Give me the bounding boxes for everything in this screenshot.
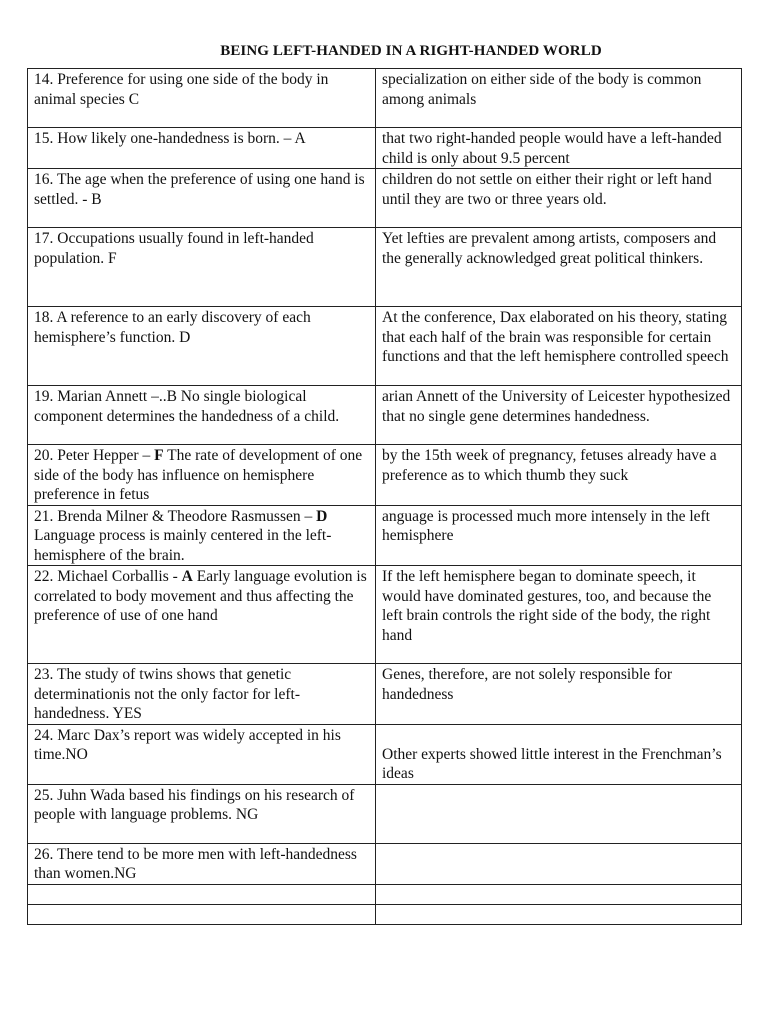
document-title: BEING LEFT-HANDED IN A RIGHT-HANDED WORLD: [220, 43, 602, 59]
question-text: Early language evolution is correlated to body movement and thus affecting the preference of use of one hand: [34, 568, 367, 624]
answer-cell: that two right-handed people would have a left-handed child is only about 9.5 percent: [376, 128, 742, 169]
answer-cell: If the left hemisphere began to dominate speech, it would have dominated gestures, too, and because the left brain controls the right side of the body, the right hand: [376, 566, 742, 664]
table-row: [28, 128, 742, 169]
table-row: [28, 169, 742, 228]
question-cell: 16. The age when the preference of using one hand is settled. - B: [28, 169, 376, 228]
empty-cell: [28, 904, 376, 924]
empty-cell: [28, 884, 376, 904]
table-row: [28, 307, 742, 386]
table-row: [28, 664, 742, 725]
answer-cell: arian Annett of the University of Leicester hypothesized that no single gene determines handedness.: [376, 386, 742, 445]
empty-row: [28, 884, 742, 904]
table-row: [28, 386, 742, 445]
question-cell: 18. A reference to an early discovery of each hemisphere’s function. D: [28, 307, 376, 386]
question-cell: 19. Marian Annett –..B No single biological component determines the handedness of a child.: [28, 386, 376, 445]
empty-row: [28, 904, 742, 924]
answer-cell: by the 15th week of pregnancy, fetuses already have a preference as to which thumb they suck: [376, 445, 742, 506]
answer-cell: anguage is processed much more intensely in the left hemisphere: [376, 505, 742, 566]
table-row: [28, 445, 742, 506]
question-text: 20. Peter Hepper –: [34, 447, 155, 464]
table-row: [28, 843, 742, 884]
question-cell: [28, 505, 376, 566]
question-text: 22. Michael Corballis -: [34, 568, 182, 585]
table-row: [28, 228, 742, 307]
question-cell: 17. Occupations usually found in left-handed population. F: [28, 228, 376, 307]
answer-letter: D: [316, 507, 328, 525]
table-row: [28, 724, 742, 784]
question-answer-table: [27, 68, 742, 925]
answer-cell: [376, 784, 742, 843]
question-cell: 26. There tend to be more men with left-handedness than women.NG: [28, 843, 376, 884]
answer-cell: Genes, therefore, are not solely responsible for handedness: [376, 664, 742, 725]
question-cell: 24. Marc Dax’s report was widely accepted in his time.NO: [28, 724, 376, 784]
answer-cell: [376, 843, 742, 884]
table-row: [28, 566, 742, 664]
question-text: The rate of development of one side of the body has influence on hemisphere preference in fetus: [34, 447, 363, 503]
empty-cell: [376, 904, 742, 924]
question-cell: 14. Preference for using one side of the body in animal species C: [28, 69, 376, 128]
question-text: Language process is mainly centered in the left-hemisphere of the brain.: [34, 527, 332, 564]
answer-cell: specialization on either side of the body is common among animals: [376, 69, 742, 128]
question-cell: 23. The study of twins shows that genetic determinationis not the only factor for left-handedness. YES: [28, 664, 376, 725]
answer-cell: Yet lefties are prevalent among artists, composers and the generally acknowledged great political thinkers.: [376, 228, 742, 307]
question-cell: [28, 445, 376, 506]
question-text: 21. Brenda Milner & Theodore Rasmussen –: [34, 507, 317, 525]
answer-cell: Other experts showed little interest in the Frenchman’s ideas: [376, 724, 742, 784]
answer-letter: F: [154, 447, 164, 464]
question-cell: [28, 566, 376, 664]
answer-letter: A: [181, 568, 193, 585]
answer-cell: At the conference, Dax elaborated on his theory, stating that each half of the brain was responsible for certain functions and that the left hemisphere controlled speech: [376, 307, 742, 386]
question-cell: 15. How likely one-handedness is born. – A: [28, 128, 376, 169]
empty-cell: [376, 884, 742, 904]
table-row: [28, 784, 742, 843]
question-cell: 25. Juhn Wada based his findings on his research of people with language problems. NG: [28, 784, 376, 843]
answer-cell: children do not settle on either their right or left hand until they are two or three years old.: [376, 169, 742, 228]
table-row: [28, 505, 742, 566]
table-row: [28, 69, 742, 128]
